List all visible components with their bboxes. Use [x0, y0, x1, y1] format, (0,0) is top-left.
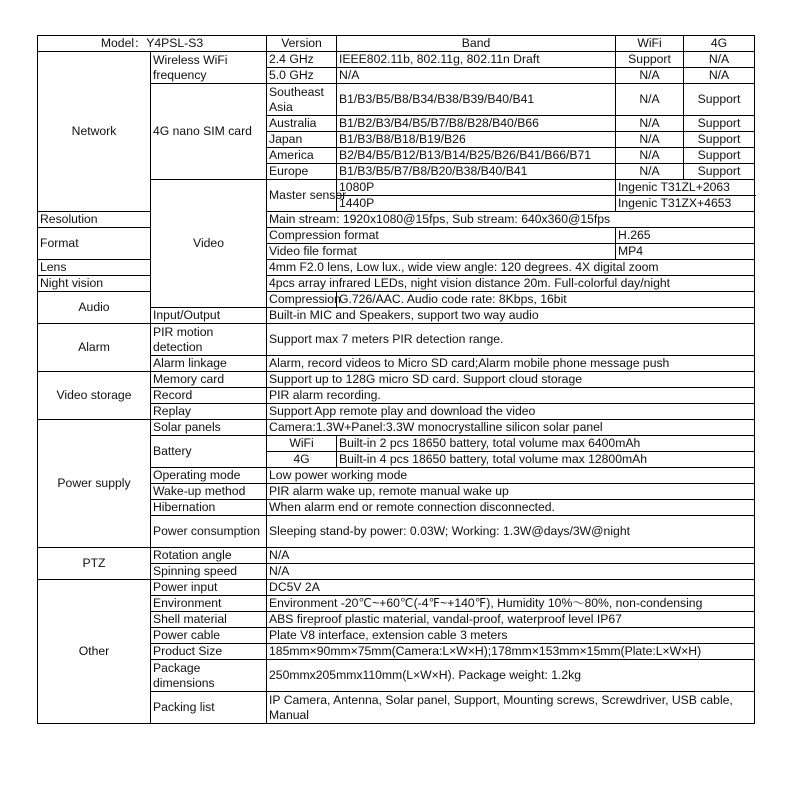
version-header: Version	[267, 36, 337, 52]
row-label-compression: Compression	[267, 292, 337, 308]
version-cell: Europe	[267, 164, 337, 180]
value-cell: Alarm, record videos to Micro SD card;Alarm mobile phone message push	[267, 356, 755, 372]
section-network: Network	[38, 52, 151, 212]
value-cell: When alarm end or remote connection disconnected.	[267, 500, 755, 516]
row-label-sim-card: 4G nano SIM card	[151, 84, 267, 180]
row-label-input-output: Input/Output	[151, 308, 267, 324]
table-row	[38, 548, 755, 564]
table-row	[38, 372, 755, 388]
band-cell: N/A	[337, 68, 616, 84]
value-cell: 250mmx205mmx110mm(L×W×H). Package weight: 1.2kg	[267, 660, 755, 692]
value-cell: 4pcs array infrared LEDs, night vision distance 20m. Full-colorful day/night	[267, 276, 755, 292]
wifi-cell: N/A	[616, 68, 684, 84]
band-cell: B1/B3/B5/B8/B34/B38/B39/B40/B41	[337, 84, 616, 116]
table-row	[38, 276, 755, 292]
band-cell: B2/B4/B5/B12/B13/B14/B25/B26/B41/B66/B71	[337, 148, 616, 164]
table-row	[38, 420, 755, 436]
value-cell: Ingenic T31ZL+2063	[616, 180, 755, 196]
band-cell: B1/B3/B5/B7/B8/B20/B38/B40/B41	[337, 164, 616, 180]
wifi-cell: N/A	[616, 132, 684, 148]
version-cell: America	[267, 148, 337, 164]
row-label-wake-up-method: Wake-up method	[151, 484, 267, 500]
row-label-record: Record	[151, 388, 267, 404]
wifi-cell: N/A	[616, 84, 684, 116]
value-cell: Camera:1.3W+Panel:3.3W monocrystalline silicon solar panel	[267, 420, 755, 436]
band-header: Band	[337, 36, 616, 52]
4g-cell: N/A	[684, 68, 755, 84]
row-label-operating-mode: Operating mode	[151, 468, 267, 484]
section-other: Other	[38, 580, 151, 724]
row-label-alarm-linkage: Alarm linkage	[151, 356, 267, 372]
4g-header: 4G	[684, 36, 755, 52]
wifi-cell: Support	[616, 52, 684, 68]
4g-cell: Support	[684, 132, 755, 148]
header-row	[38, 36, 755, 52]
format-value-cell: H.265	[616, 228, 755, 244]
section-video: Video	[151, 180, 267, 308]
value-cell: Main stream: 1920x1080@15fps, Sub stream: 640x360@15fps	[267, 212, 755, 228]
row-label-shell-material: Shell material	[151, 612, 267, 628]
version-cell: 4G	[267, 452, 337, 468]
version-cell: Japan	[267, 132, 337, 148]
value-cell: Sleeping stand-by power: 0.03W; Working: 1.3W@days/3W@night	[267, 516, 755, 548]
band-cell: B1/B3/B8/B18/B19/B26	[337, 132, 616, 148]
row-label-rotation-angle: Rotation angle	[151, 548, 267, 564]
band-cell: B1/B2/B3/B4/B5/B7/B8/B28/B40/B66	[337, 116, 616, 132]
table-row	[38, 260, 755, 276]
table-row	[38, 212, 755, 228]
4g-cell: Support	[684, 164, 755, 180]
wifi-cell: N/A	[616, 148, 684, 164]
value-cell: IP Camera, Antenna, Solar panel, Support, Mounting screws, Screwdriver, USB cable, Manual	[267, 692, 755, 724]
4g-cell: Support	[684, 148, 755, 164]
value-cell: Environment -20℃~+60℃(-4℉~+140℉), Humidity 10%～80%, non-condensing	[267, 596, 755, 612]
section-audio: Audio	[38, 292, 151, 324]
value-cell: ABS fireproof plastic material, vandal-proof, waterproof level IP67	[267, 612, 755, 628]
4g-cell: N/A	[684, 52, 755, 68]
model-header: Model：Y4PSL-S3	[38, 36, 267, 52]
row-label-power-consumption: Power consumption	[151, 516, 267, 548]
value-cell: G.726/AAC. Audio code rate: 8Kbps, 16bit	[337, 292, 755, 308]
value-cell: Built-in 4 pcs 18650 battery, total volume max 12800mAh	[337, 452, 755, 468]
section-alarm: Alarm	[38, 324, 151, 372]
value-cell: Plate V8 interface, extension cable 3 meters	[267, 628, 755, 644]
format-name-cell: Video file format	[267, 244, 616, 260]
wifi-header: WiFi	[616, 36, 684, 52]
table-row	[38, 324, 755, 356]
version-cell: WiFi	[267, 436, 337, 452]
row-label-power-input: Power input	[151, 580, 267, 596]
band-cell: IEEE802.11b, 802.11g, 802.11n Draft	[337, 52, 616, 68]
row-label-replay: Replay	[151, 404, 267, 420]
spec-table	[37, 35, 755, 724]
value-cell: Support App remote play and download the video	[267, 404, 755, 420]
value-cell: Ingenic T31ZX+4653	[616, 196, 755, 212]
version-cell: 2.4 GHz	[267, 52, 337, 68]
row-label-battery: Battery	[151, 436, 267, 468]
section-power-supply: Power supply	[38, 420, 151, 548]
value-cell: 185mm×90mm×75mm(Camera:L×W×H);178mm×153mm×15mm(Plate:L×W×H)	[267, 644, 755, 660]
version-cell: 1080P	[337, 180, 616, 196]
4g-cell: Support	[684, 84, 755, 116]
wifi-cell: N/A	[616, 116, 684, 132]
row-label-lens: Lens	[38, 260, 151, 276]
value-cell: Low power working mode	[267, 468, 755, 484]
section-video-storage: Video storage	[38, 372, 151, 420]
version-cell: Australia	[267, 116, 337, 132]
value-cell: Built-in 2 pcs 18650 battery, total volume max 6400mAh	[337, 436, 755, 452]
row-label-wifi-frequency: Wireless WiFi frequency	[151, 52, 267, 84]
version-cell: Southeast Asia	[267, 84, 337, 116]
row-label-resolution: Resolution	[38, 212, 151, 228]
row-label-memory-card: Memory card	[151, 372, 267, 388]
row-label-environment: Environment	[151, 596, 267, 612]
value-cell: N/A	[267, 564, 755, 580]
value-cell: N/A	[267, 548, 755, 564]
row-label-package-dimensions: Package dimensions	[151, 660, 267, 692]
row-label-packing-list: Packing list	[151, 692, 267, 724]
wifi-cell: N/A	[616, 164, 684, 180]
row-label-spinning-speed: Spinning speed	[151, 564, 267, 580]
section-ptz: PTZ	[38, 548, 151, 580]
value-cell: 4mm F2.0 lens, Low lux., wide view angle: 120 degrees. 4X digital zoom	[267, 260, 755, 276]
row-label-hibernation: Hibernation	[151, 500, 267, 516]
format-name-cell: Compression format	[267, 228, 616, 244]
version-cell: 1440P	[337, 196, 616, 212]
row-label-master-sensor: Master sensor	[267, 180, 337, 212]
value-cell: DC5V 2A	[267, 580, 755, 596]
table-row	[38, 228, 755, 244]
row-label-night-vision: Night vision	[38, 276, 151, 292]
value-cell: PIR alarm recording.	[267, 388, 755, 404]
table-row	[38, 52, 755, 68]
value-cell: Support up to 128G micro SD card. Support cloud storage	[267, 372, 755, 388]
format-value-cell: MP4	[616, 244, 755, 260]
value-cell: Support max 7 meters PIR detection range.	[267, 324, 755, 356]
row-label-format: Format	[38, 228, 151, 260]
value-cell: Built-in MIC and Speakers, support two way audio	[267, 308, 755, 324]
row-label-product-size: Product Size	[151, 644, 267, 660]
row-label-power-cable: Power cable	[151, 628, 267, 644]
row-label-solar-panels: Solar panels	[151, 420, 267, 436]
version-cell: 5.0 GHz	[267, 68, 337, 84]
table-row	[38, 292, 755, 308]
4g-cell: Support	[684, 116, 755, 132]
value-cell: PIR alarm wake up, remote manual wake up	[267, 484, 755, 500]
table-row	[38, 580, 755, 596]
row-label-pir: PIR motion detection	[151, 324, 267, 356]
